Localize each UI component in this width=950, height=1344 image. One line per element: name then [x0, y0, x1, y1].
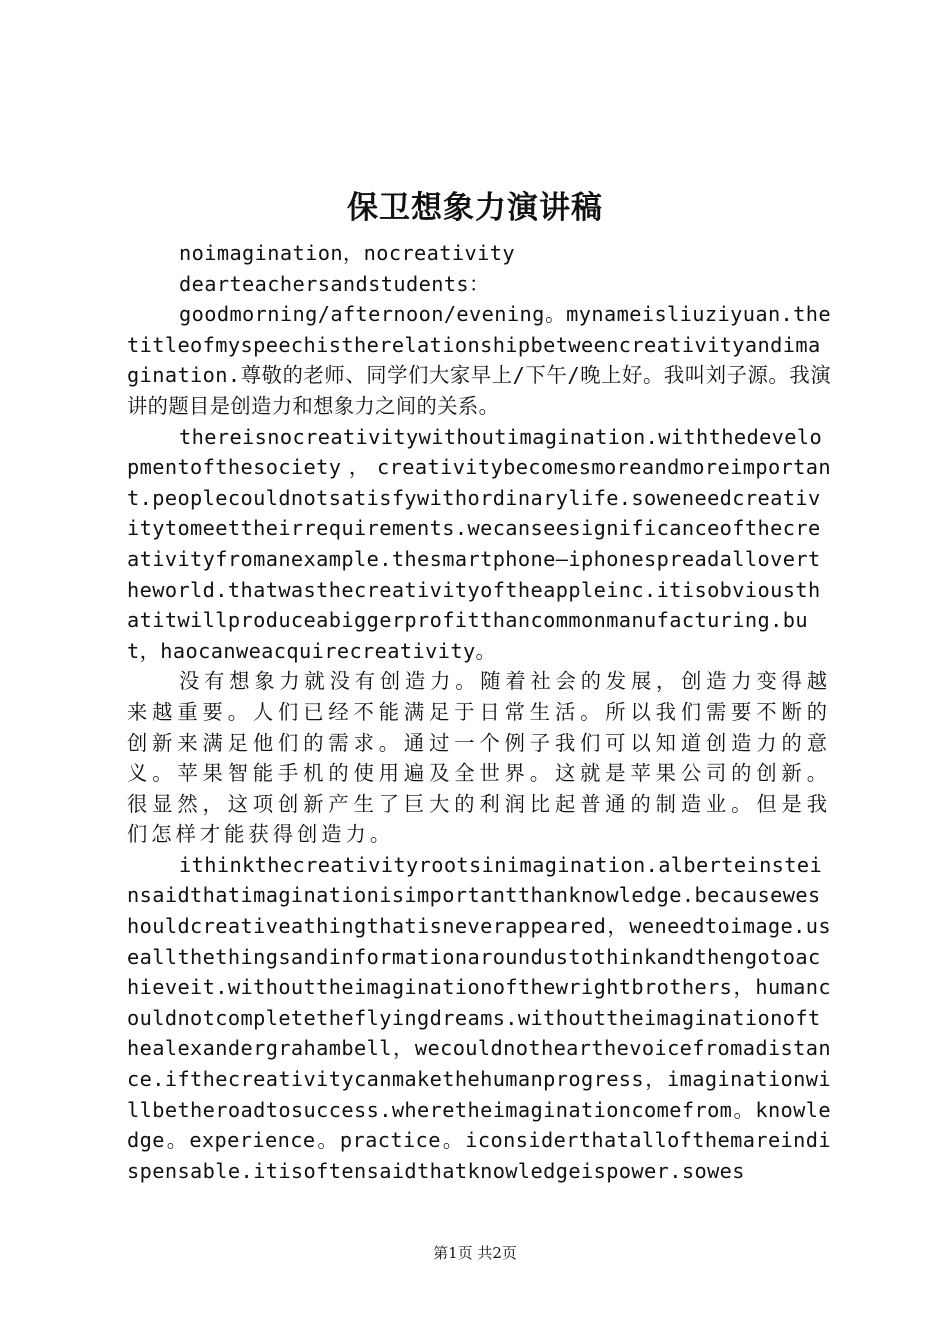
paragraph-salutation: dearteachersandstudents： — [179, 271, 490, 296]
document-body — [127, 238, 831, 1186]
paragraph-creativity-english: thereisnocreativitywithoutimagination.withthedevelopmentofthesociety，creativitybecomesmoreandmoreimportant.peoplecouldnotsatisfywithordinarylife.soweneedcreativitytomeettheirrequirements.wecanseesignificanceofthecreativityfromanexample.thesmartphone—iphonespreadallovertheworld.thatwasthecreativityoftheappleinc.itisobviousthatitwillproduceabiggerprofitthancommonmanufacturing.but，haocanweacquirecreativity。 — [127, 424, 831, 663]
paragraph-imagination-english: ithinkthecreativityrootsinimagination.alberteinsteinsaidthatimaginationisimportantthanknowledge.becauseweshouldcreativeathingthatisneverappeared，weneedtoimage.useallthethingsandinformationaroundustothinkandthengotoachieveit.withouttheimaginationofthewrightbrothers，humancouldnotcompletetheflyingdreams.withouttheimaginationofthealexandergrahambell，wecouldnothearthevoicefromadistance.ifthecreativitycanmakethehumanprogress，imaginationwillbetheroadtosuccess.wheretheimaginationcomefrom。knowledge。experience。practice。iconsiderthatallofthemareindispensable.itisoftensaidthatknowledgeispower.sowes — [127, 852, 831, 1183]
page-footer: 第1页 共2页 — [433, 1244, 517, 1262]
paragraph-greeting-title: noimagination，nocreativity — [179, 241, 515, 265]
paragraph-creativity-chinese: 没有想象力就没有创造力。随着社会的发展，创造力变得越来越重要。人们已经不能满足于日常生活。所以我们需要不断的创新来满足他们的需求。通过一个例子我们可以知道创造力的意义。苹果智能手机的使用遍及全世界。这就是苹果公司的创新。很显然，这项创新产生了巨大的利润比起普通的制造业。但是我们怎样才能获得创造力。 — [127, 669, 831, 847]
document-title: 保卫想象力演讲稿 — [347, 190, 603, 226]
paragraph-introduction: goodmorning/afternoon/evening。mynameisliuziyuan.thetitleofmyspeechistherelationshipbetweencreativityandimagination.尊敬的老师、同学们大家早上/下午/晚上好。我叫刘子源。我演讲的题目是创造力和想象力之间的关系。 — [127, 302, 831, 418]
